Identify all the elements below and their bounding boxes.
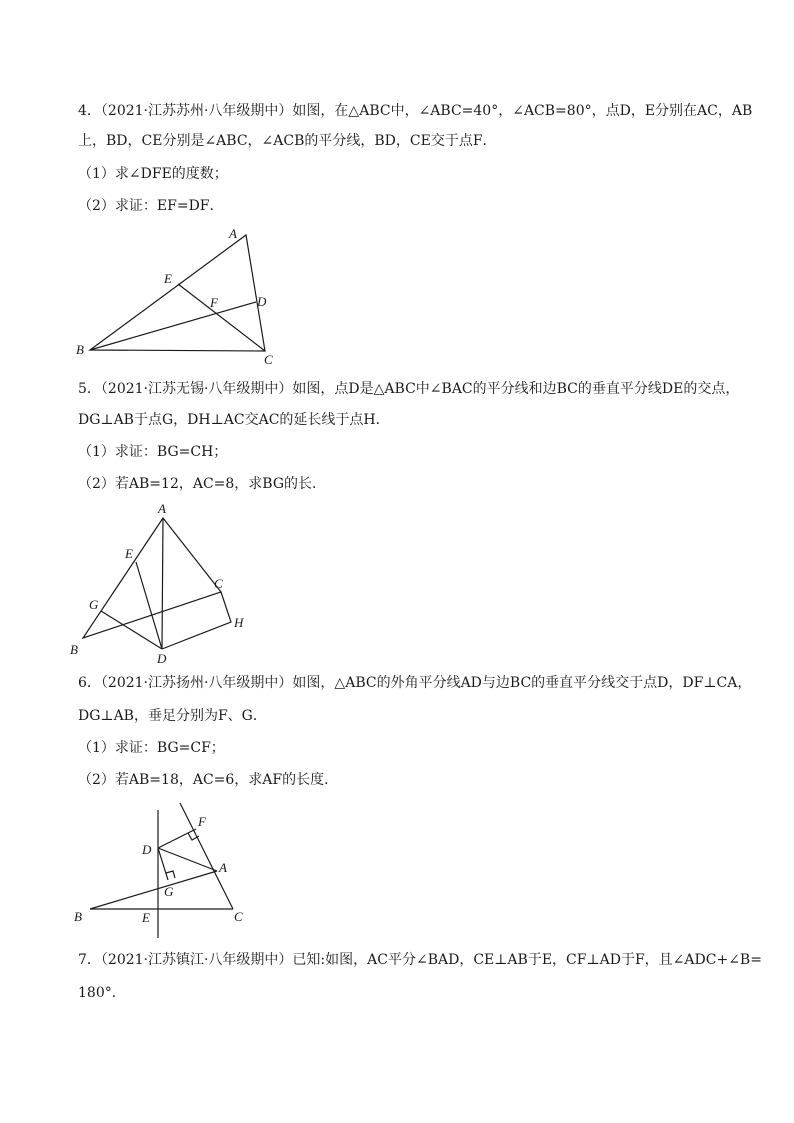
problem-6-question-1: （1）求证：BG=CF； — [78, 740, 225, 756]
problem-7-line-1: 7．（2021·江苏镇江·八年级期中）已知:如图，AC平分∠BAD，CE⊥AB于E，CF⊥AD于F，且∠ADC+∠B= — [78, 952, 762, 968]
label-c: C — [234, 909, 243, 924]
label-g: G — [89, 597, 99, 612]
segment-dg — [158, 848, 168, 880]
label-g: G — [164, 884, 174, 899]
label-h: H — [234, 615, 244, 630]
label-b: B — [74, 909, 82, 924]
problem-6-line-1: 6．（2021·江苏扬州·八年级期中）如图，△ABC的外角平分线AD与边BC的垂直平分线交于点D，DF⊥CA， — [78, 675, 752, 691]
side-ba — [90, 871, 217, 909]
line-cf-extended — [180, 803, 233, 909]
label-f: F — [198, 814, 206, 829]
problem-4-line-1: 4．（2021·江苏苏州·八年级期中）如图，在△ABC中，∠ABC=40°，∠ACB=80°，点D，E分别在AC，AB — [78, 103, 753, 119]
label-d: D — [157, 651, 167, 666]
label-a: A — [229, 226, 237, 241]
label-c: C — [264, 352, 273, 367]
problem-6-question-2: （2）若AB=18，AC=6，求AF的长度． — [78, 772, 339, 788]
problem-5-question-2: （2）若AB=12，AC=8，求BG的长． — [78, 476, 327, 492]
label-a: A — [219, 860, 227, 875]
problem-7-line-2: 180°． — [78, 985, 126, 1001]
label-b: B — [76, 342, 84, 357]
segment-df — [158, 829, 196, 848]
label-e: E — [142, 910, 150, 925]
problem-4-line-2: 上，BD，CE分别是∠ABC，∠ACB的平分线，BD，CE交于点F． — [78, 133, 497, 149]
problem-6-line-2: DG⊥AB，垂足分别为F、G． — [78, 708, 267, 724]
problem-5-line-2: DG⊥AB于点G，DH⊥AC交AC的延长线于点H． — [78, 412, 390, 428]
problem-5-question-1: （1）求证：BG=CH； — [78, 444, 228, 460]
label-e: E — [125, 546, 133, 561]
problem-4-question-2: （2）求证：EF=DF． — [78, 198, 224, 214]
label-d: D — [142, 842, 152, 857]
label-d: D — [257, 294, 267, 309]
label-c: C — [214, 576, 223, 591]
label-e: E — [164, 271, 172, 286]
problem-4-question-1: （1）求∠DFE的度数； — [78, 166, 228, 182]
label-f: F — [210, 295, 218, 310]
label-b: B — [70, 642, 78, 657]
problem-5-line-1: 5．（2021·江苏无锡·八年级期中）如图，点D是△ABC中∠BAC的平分线和边BC的垂直平分线DE的交点， — [78, 381, 740, 397]
label-a: A — [158, 501, 166, 516]
